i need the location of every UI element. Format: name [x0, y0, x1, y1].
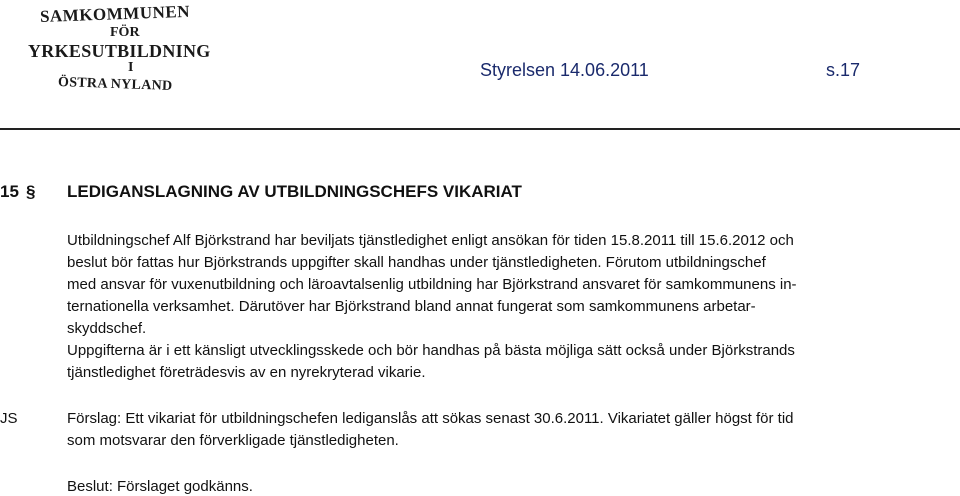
body-line: Utbildningschef Alf Björkstrand har beviljats tjänstledighet enligt ansökan för tiden 15.8.2011 till 15.6.2012 och [67, 232, 794, 249]
section-number: 15 [0, 182, 19, 201]
header-board-date: Styrelsen 14.06.2011 [480, 60, 649, 80]
preparer-initials: JS [0, 410, 18, 427]
body-line: tjänstledighet företrädesvis av en nyrekryterad vikarie. [67, 364, 426, 381]
body-line: ternationella verksamhet. Därutöver har Björkstrand bland annat fungerat som samkommunens arbetar- [67, 298, 756, 315]
logo-line-5: ÖSTRA NYLAND [57, 75, 173, 94]
logo-line-2: FÖR [110, 25, 140, 40]
decision-text: Beslut: Förslaget godkänns. [67, 478, 253, 495]
body-line: Uppgifterna är i ett känsligt utvecklingsskede och bör handhas på bästa möjliga sätt också under Björkstrands [67, 342, 795, 359]
logo-line-4: I [128, 60, 134, 75]
body-line: med ansvar för vuxenutbildning och läroavtalsenlig utbildning har Björkstrand ansvaret för samkommunens in- [67, 276, 797, 293]
header-divider [0, 128, 960, 130]
header-page-number: s.17 [826, 60, 861, 80]
proposal-text [67, 408, 902, 452]
body-line: beslut bör fattas hur Björkstrands uppgifter skall handhas under tjänstledigheten. Förutom utbildningschef [67, 254, 766, 271]
section-title: LEDIGANSLAGNING AV UTBILDNINGSCHEFS VIKARIAT [67, 182, 522, 201]
proposal-line: som motsvarar den förverkligade tjänstledigheten. [67, 432, 399, 449]
logo-line-1: SAMKOMMUNEN [39, 1, 191, 26]
body-text [67, 230, 902, 384]
organization-logo [18, 1, 248, 99]
section-symbol: § [26, 182, 36, 201]
logo-line-3: YRKESUTBILDNING [28, 41, 211, 61]
body-line: skyddschef. [67, 320, 147, 337]
proposal-line: Förslag: Ett vikariat för utbildningschefen lediganslås att sökas senast 30.6.2011. Vikariatet gäller högst för tid [67, 410, 794, 427]
